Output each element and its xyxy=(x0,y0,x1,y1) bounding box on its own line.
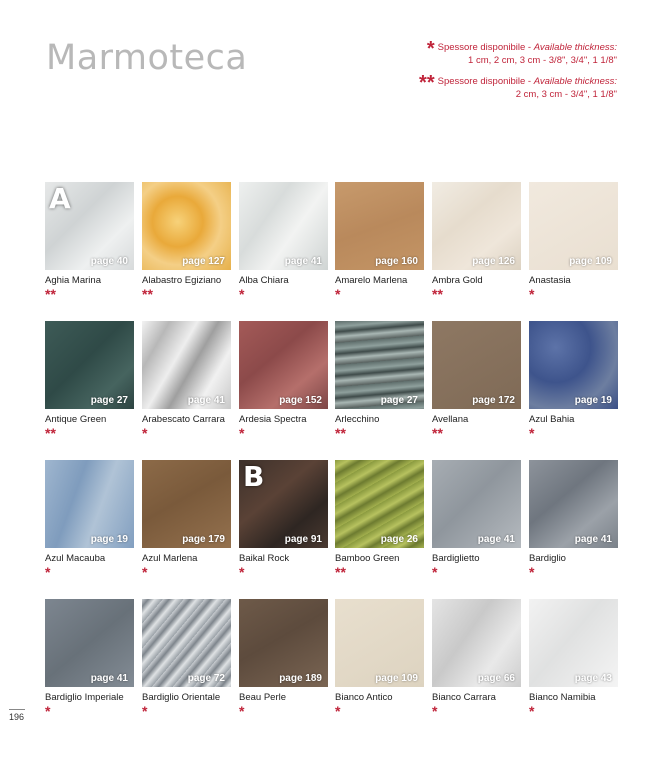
stone-page-ref: page 179 xyxy=(182,534,225,545)
thickness-stars: ** xyxy=(45,425,56,441)
thickness-stars: ** xyxy=(432,425,443,441)
stone-name: Arlecchino xyxy=(335,414,380,425)
stone-page-ref: page 41 xyxy=(284,256,322,267)
stone-name: Ardesia Spectra xyxy=(239,414,307,425)
stone-swatch[interactable] xyxy=(239,182,328,270)
stone-swatch[interactable] xyxy=(529,182,618,270)
stone-name: Arabescato Carrara xyxy=(142,414,225,425)
stone-swatch[interactable] xyxy=(335,599,424,687)
double-star-icon: ** xyxy=(419,72,435,94)
stone-swatch[interactable] xyxy=(335,460,424,548)
thickness-legend-single xyxy=(426,38,617,67)
legend-2-label-en: Available thickness: xyxy=(533,76,617,87)
stone-name: Azul Macauba xyxy=(45,553,106,564)
stone-name: Antique Green xyxy=(45,414,107,425)
stone-name: Bardiglietto xyxy=(432,553,480,564)
thickness-stars: * xyxy=(239,286,245,302)
stone-name: Bardiglio Orientale xyxy=(142,692,221,703)
stone-name: Aghia Marina xyxy=(45,275,101,286)
thickness-stars: * xyxy=(432,703,438,719)
thickness-stars: * xyxy=(45,564,51,580)
stone-name: Avellana xyxy=(432,414,469,425)
stone-swatch[interactable] xyxy=(45,599,134,687)
stone-name: Bianco Namibia xyxy=(529,692,596,703)
stone-page-ref: page 41 xyxy=(187,395,225,406)
stone-name: Ambra Gold xyxy=(432,275,483,286)
thickness-stars: ** xyxy=(45,286,56,302)
stone-page-ref: page 66 xyxy=(477,673,515,684)
legend-1-values: 1 cm, 2 cm, 3 cm - 3/8", 3/4", 1 1/8" xyxy=(468,55,617,66)
stone-page-ref: page 27 xyxy=(380,395,418,406)
single-star-icon: * xyxy=(426,38,435,60)
stone-swatch[interactable] xyxy=(239,321,328,409)
stone-name: Anastasia xyxy=(529,275,571,286)
thickness-stars: * xyxy=(142,703,148,719)
stone-page-ref: page 189 xyxy=(279,673,322,684)
thickness-legend-double xyxy=(419,72,617,101)
stone-swatch[interactable] xyxy=(142,599,231,687)
stone-swatch[interactable] xyxy=(142,182,231,270)
stone-page-ref: page 41 xyxy=(90,673,128,684)
legend-2-label: Spessore disponibile - xyxy=(437,76,534,87)
stone-name: Amarelo Marlena xyxy=(335,275,408,286)
legend-1-label-en: Available thickness: xyxy=(533,42,617,53)
stone-swatch[interactable] xyxy=(239,599,328,687)
stone-name: Bianco Antico xyxy=(335,692,393,703)
stone-page-ref: page 160 xyxy=(375,256,418,267)
alphabet-section-letter: B xyxy=(243,460,265,493)
legend-1-label: Spessore disponibile - xyxy=(437,42,534,53)
stone-page-ref: page 109 xyxy=(375,673,418,684)
stone-name: Alba Chiara xyxy=(239,275,289,286)
stone-swatch[interactable] xyxy=(432,321,521,409)
thickness-stars: * xyxy=(239,425,245,441)
stone-name: Bamboo Green xyxy=(335,553,400,564)
stone-swatch[interactable] xyxy=(529,460,618,548)
stone-name: Alabastro Egiziano xyxy=(142,275,222,286)
stone-page-ref: page 27 xyxy=(90,395,128,406)
thickness-stars: * xyxy=(239,703,245,719)
stone-page-ref: page 127 xyxy=(182,256,225,267)
stone-name: Bardiglio xyxy=(529,553,566,564)
legend-2-values: 2 cm, 3 cm - 3/4", 1 1/8" xyxy=(515,89,617,100)
stone-page-ref: page 72 xyxy=(187,673,225,684)
stone-name: Beau Perle xyxy=(239,692,287,703)
stone-page-ref: page 126 xyxy=(472,256,515,267)
stone-swatch[interactable] xyxy=(142,460,231,548)
stone-swatch[interactable] xyxy=(45,460,134,548)
stone-page-ref: page 43 xyxy=(574,673,612,684)
stone-page-ref: page 19 xyxy=(90,534,128,545)
stone-page-ref: page 41 xyxy=(477,534,515,545)
stone-swatch[interactable] xyxy=(335,182,424,270)
stone-swatch[interactable] xyxy=(529,321,618,409)
thickness-stars: ** xyxy=(142,286,153,302)
stone-page-ref: page 19 xyxy=(574,395,612,406)
stone-swatch[interactable] xyxy=(432,182,521,270)
thickness-stars: * xyxy=(335,703,341,719)
stone-name: Azul Marlena xyxy=(142,553,198,564)
stone-swatch[interactable] xyxy=(335,321,424,409)
stone-swatch[interactable] xyxy=(432,599,521,687)
stone-page-ref: page 26 xyxy=(380,534,418,545)
thickness-stars: * xyxy=(45,703,51,719)
thickness-stars: * xyxy=(335,286,341,302)
stone-swatch[interactable] xyxy=(45,321,134,409)
stone-page-ref: page 172 xyxy=(472,395,515,406)
thickness-stars: * xyxy=(239,564,245,580)
stone-name: Baikal Rock xyxy=(239,553,290,564)
stone-swatch[interactable] xyxy=(239,460,328,548)
stone-name: Bardiglio Imperiale xyxy=(45,692,124,703)
stone-name: Bianco Carrara xyxy=(432,692,496,703)
thickness-stars: ** xyxy=(335,564,346,580)
thickness-stars: ** xyxy=(335,425,346,441)
stone-swatch[interactable] xyxy=(432,460,521,548)
stone-name: Azul Bahia xyxy=(529,414,575,425)
stone-page-ref: page 109 xyxy=(569,256,612,267)
alphabet-section-letter: A xyxy=(49,182,71,215)
thickness-stars: * xyxy=(529,703,535,719)
stone-page-ref: page 41 xyxy=(574,534,612,545)
stone-swatch[interactable] xyxy=(45,182,134,270)
stone-page-ref: page 91 xyxy=(284,534,322,545)
stone-swatch[interactable] xyxy=(529,599,618,687)
page-number: 196 xyxy=(9,709,25,722)
thickness-stars: * xyxy=(142,564,148,580)
thickness-stars: * xyxy=(529,564,535,580)
stone-swatch[interactable] xyxy=(142,321,231,409)
thickness-stars: * xyxy=(529,425,535,441)
stone-page-ref: page 152 xyxy=(279,395,322,406)
thickness-stars: ** xyxy=(432,286,443,302)
thickness-stars: * xyxy=(529,286,535,302)
thickness-stars: * xyxy=(432,564,438,580)
stone-page-ref: page 40 xyxy=(90,256,128,267)
page-title: Marmoteca xyxy=(46,38,248,78)
thickness-stars: * xyxy=(142,425,148,441)
